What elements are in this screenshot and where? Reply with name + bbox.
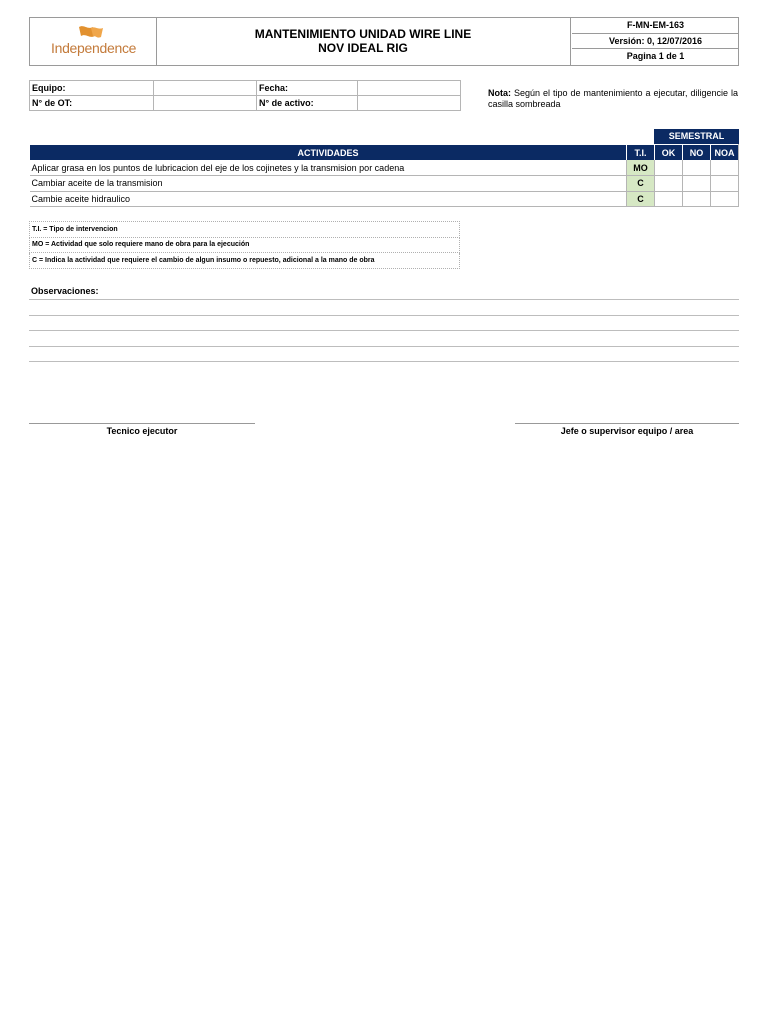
activo-label: N° de activo: — [257, 96, 358, 111]
form-version: Versión: 0, 12/07/2016 — [572, 34, 739, 50]
form-header — [29, 17, 739, 66]
form-page: Pagina 1 de 1 — [626, 51, 685, 62]
info-table — [29, 80, 461, 111]
observations-line[interactable] — [29, 299, 739, 300]
activity-text: Cambiar aceite de la transmision — [30, 176, 627, 192]
no-cell[interactable] — [683, 191, 711, 207]
legend-item: MO = Actividad que solo requiere mano de obra para la ejecución — [30, 237, 460, 253]
activity-ti: C — [627, 191, 655, 207]
activity-row — [30, 160, 739, 176]
activity-row — [30, 176, 739, 192]
col-no: NO — [683, 145, 711, 161]
form-title-line1: MANTENIMIENTO UNIDAD WIRE LINE — [254, 27, 472, 41]
legend-table — [29, 221, 460, 269]
col-ti: T.I. — [627, 145, 655, 161]
activity-row — [30, 191, 739, 207]
logo-cell — [30, 18, 157, 65]
note-text: Según el tipo de mantenimiento a ejecutar, diligencie la casilla sombreada — [488, 88, 738, 109]
observations-line[interactable] — [29, 315, 739, 316]
fecha-label: Fecha: — [257, 81, 358, 96]
logo-text: Independence — [51, 40, 137, 56]
observations-line[interactable] — [29, 330, 739, 331]
signature-label-technician: Tecnico ejecutor — [106, 426, 178, 436]
activity-ti: MO — [627, 160, 655, 176]
form-code: F-MN-EM-163 — [572, 18, 739, 34]
activo-field[interactable] — [358, 96, 461, 111]
ok-cell[interactable] — [655, 191, 683, 207]
note — [488, 88, 738, 110]
noa-cell[interactable] — [711, 191, 739, 207]
period-header: SEMESTRAL — [654, 129, 739, 144]
no-cell[interactable] — [683, 160, 711, 176]
observations-line[interactable] — [29, 346, 739, 347]
legend-item: C = Indica la actividad que requiere el cambio de algun insumo o repuesto, adicional a la mano de obra — [30, 253, 460, 269]
col-noa: NOA — [711, 145, 739, 161]
ot-label: N° de OT: — [30, 96, 154, 111]
ot-field[interactable] — [154, 96, 257, 111]
observations-line[interactable] — [29, 361, 739, 362]
col-activities: ACTIVIDADES — [30, 145, 627, 161]
noa-cell[interactable] — [711, 160, 739, 176]
activity-text: Aplicar grasa en los puntos de lubricacion del eje de los cojinetes y la transmision por cadena — [30, 160, 627, 176]
note-label: Nota: — [488, 88, 511, 98]
form-title-line2: NOV IDEAL RIG — [318, 41, 408, 55]
signature-label-supervisor: Jefe o supervisor equipo / area — [560, 426, 694, 436]
signature-line-technician[interactable] — [29, 423, 255, 424]
equipo-label: Equipo: — [30, 81, 154, 96]
observations-label: Observaciones: — [31, 286, 99, 296]
legend-item: T.I. = Tipo de intervencion — [30, 222, 460, 238]
col-ok: OK — [655, 145, 683, 161]
signature-line-supervisor[interactable] — [515, 423, 739, 424]
fecha-field[interactable] — [358, 81, 461, 96]
ok-cell[interactable] — [655, 160, 683, 176]
noa-cell[interactable] — [711, 176, 739, 192]
activity-ti: C — [627, 176, 655, 192]
activities-table — [29, 144, 739, 207]
form-meta — [572, 18, 739, 65]
form-title — [156, 18, 571, 65]
activity-text: Cambie aceite hidraulico — [30, 191, 627, 207]
flag-logo-icon — [77, 24, 105, 40]
ok-cell[interactable] — [655, 176, 683, 192]
equipo-field[interactable] — [154, 81, 257, 96]
no-cell[interactable] — [683, 176, 711, 192]
activities-header-row — [30, 145, 739, 161]
